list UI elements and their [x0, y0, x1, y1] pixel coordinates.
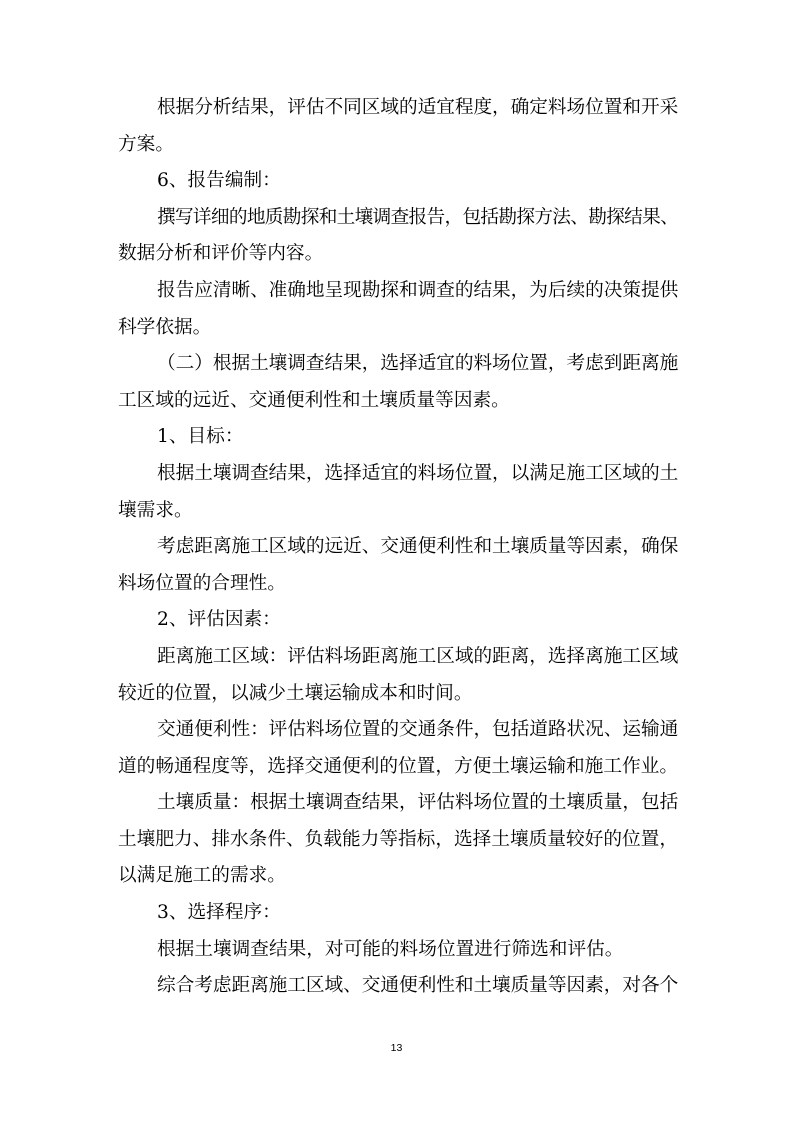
section-heading [118, 419, 678, 456]
paragraph [118, 639, 678, 712]
body-text [118, 90, 678, 1005]
text-line: 综合考虑距离施工区域、交通便利性和土壤质量等因素，对各个 [157, 975, 678, 997]
text-line: 距离施工区域：评估料场距离施工区域的距离，选择离施工区域 [157, 645, 678, 667]
text-line: 交通便利性：评估料场位置的交通条件，包括道路状况、运输通 [157, 719, 678, 741]
section-heading [118, 163, 678, 200]
text-line: 撰写详细的地质勘探和土壤调查报告，包括勘探方法、勘探结果、 [157, 206, 678, 228]
text-line: 土壤质量：根据土壤调查结果，评估料场位置的土壤质量，包括 [157, 792, 678, 814]
text-line: 数据分析和评价等内容。 [118, 243, 324, 265]
paragraph [118, 785, 678, 895]
text-line: 壤需求。 [118, 499, 193, 521]
text-line: 考虑距离施工区域的远近、交通便利性和土壤质量等因素，确保 [157, 536, 678, 558]
text-line: 根据分析结果，评估不同区域的适宜程度，确定料场位置和开采 [157, 97, 678, 118]
section-heading [118, 895, 678, 932]
page-number: 13 [390, 1042, 403, 1054]
section-heading-text: 工区域的远近、交通便利性和土壤质量等因素。 [118, 389, 510, 411]
section-heading [118, 346, 678, 419]
paragraph [118, 456, 678, 529]
section-heading-text: 3、选择程序： [157, 902, 281, 924]
text-line: 料场位置的合理性。 [118, 572, 286, 594]
paragraph [118, 273, 678, 346]
text-line: 报告应清晰、准确地呈现勘探和调查的结果，为后续的决策提供 [157, 279, 678, 301]
paragraph [118, 90, 678, 163]
paragraph [118, 712, 678, 785]
text-line: 土壤肥力、排水条件、负载能力等指标，选择土壤质量较好的位置， [118, 828, 678, 850]
section-heading-text: 2、评估因素： [157, 609, 281, 631]
text-line: 以满足施工的需求。 [118, 865, 286, 887]
text-line: 道的畅通程度等，选择交通便利的位置，方便土壤运输和施工作业。 [118, 755, 678, 777]
text-line: 较近的位置，以减少土壤运输成本和时间。 [118, 682, 473, 704]
section-heading-text: 1、目标： [157, 426, 244, 448]
section-heading [118, 602, 678, 639]
text-line: 科学依据。 [118, 316, 212, 338]
paragraph [118, 200, 678, 273]
paragraph [118, 529, 678, 602]
text-line: 根据土壤调查结果，选择适宜的料场位置，以满足施工区域的土 [157, 462, 678, 484]
text-line: 方案。 [118, 133, 174, 155]
section-heading-text: 6、报告编制： [157, 170, 281, 192]
paragraph [118, 932, 678, 969]
section-heading-text: （二）根据土壤调查结果，选择适宜的料场位置，考虑到距离施 [157, 353, 678, 375]
text-line: 根据土壤调查结果，对可能的料场位置进行筛选和评估。 [157, 938, 624, 960]
paragraph [118, 968, 678, 1005]
